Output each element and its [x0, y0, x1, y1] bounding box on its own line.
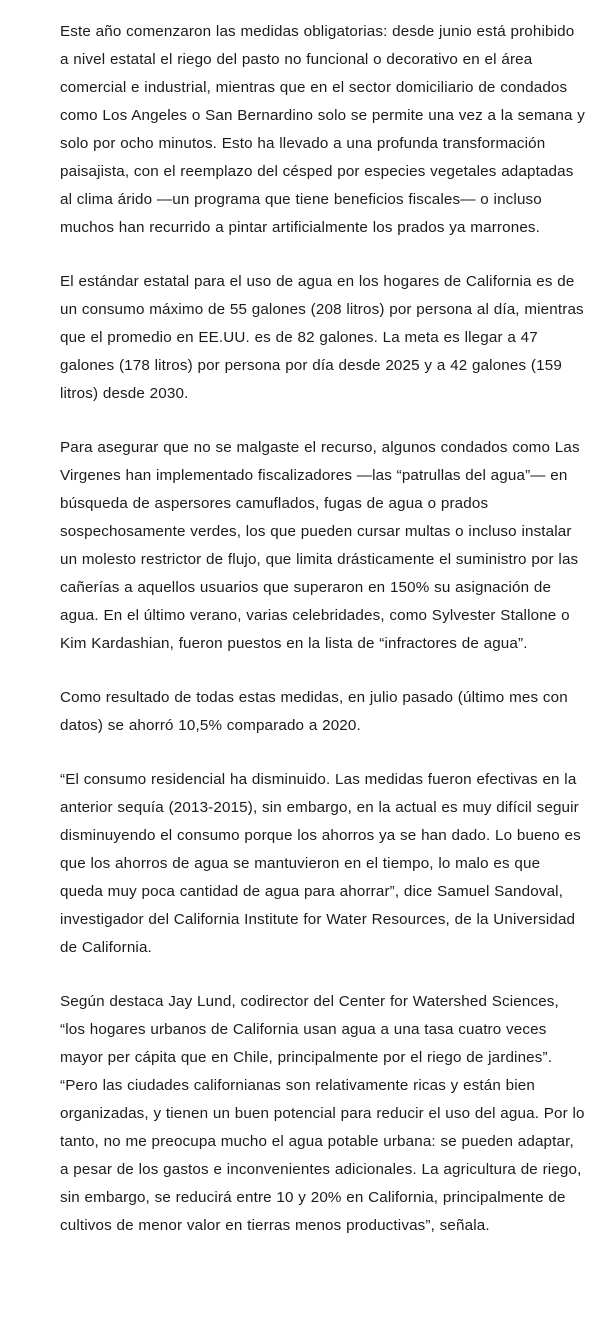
article-paragraph: Este año comenzaron las medidas obligatorias: desde junio está prohibido a nivel estatal el riego del pasto no funcional o decorativo en el área comercial e industrial, mientras que en el sector domiciliario de condados como Los Angeles o San Bernardino solo se permite una vez a la semana y solo por ocho minutos. Esto ha llevado a una profunda transformación paisajista, con el reemplazo del césped por especies vegetales adaptadas al clima árido —un programa que tiene beneficios fiscales— o incluso muchos han recurrido a pintar artificialmente los prados ya marrones.: [60, 23, 585, 236]
article-paragraph: Como resultado de todas estas medidas, en julio pasado (último mes con datos) se ahorró 10,5% comparado a 2020.: [60, 689, 568, 734]
article-paragraph: El estándar estatal para el uso de agua en los hogares de California es de un consumo máximo de 55 galones (208 litros) por persona al día, mientras que el promedio en EE.UU. es de 82 galones. La meta es llegar a 47 galones (178 litros) por persona por día desde 2025 y a 42 galones (159 litros) desde 2030.: [60, 273, 584, 402]
article-paragraph: “El consumo residencial ha disminuido. Las medidas fueron efectivas en la anterior sequía (2013-2015), sin embargo, en la actual es muy difícil seguir disminuyendo el consumo porque los ahorros ya se han dado. Lo bueno es que los ahorros de agua se mantuvieron en el tiempo, lo malo es que queda muy poca cantidad de agua para ahorrar”, dice Samuel Sandoval, investigador del California Institute for Water Resources, de la Universidad de California.: [60, 771, 581, 956]
article-paragraph: Para asegurar que no se malgaste el recurso, algunos condados como Las Virgenes han implementado fiscalizadores —las “patrullas del agua”— en búsqueda de aspersores camuflados, fugas de agua o prados sospechosamente verdes, los que pueden cursar multas o incluso instalar un molesto restrictor de flujo, que limita drásticamente el suministro por las cañerías a aquellos usuarios que superaron en 150% su asignación de agua. En el último verano, varias celebridades, como Sylvester Stallone o Kim Kardashian, fueron puestos en la lista de “infractores de agua”.: [60, 439, 580, 652]
article-paragraph: Según destaca Jay Lund, codirector del Center for Watershed Sciences, “los hogares urbanos de California usan agua a una tasa cuatro veces mayor per cápita que en Chile, principalmente por el riego de jardines”. “Pero las ciudades californianas son relativamente ricas y están bien organizadas, y tienen un buen potencial para reducir el uso del agua. Por lo tanto, no me preocupa mucho el agua potable urbana: se pueden adaptar, a pesar de los gastos e inconvenientes adicionales. La agricultura de riego, sin embargo, se reducirá entre 10 y 20% en California, principalmente de cultivos de menor valor en tierras menos productivas”, señala.: [60, 993, 585, 1234]
